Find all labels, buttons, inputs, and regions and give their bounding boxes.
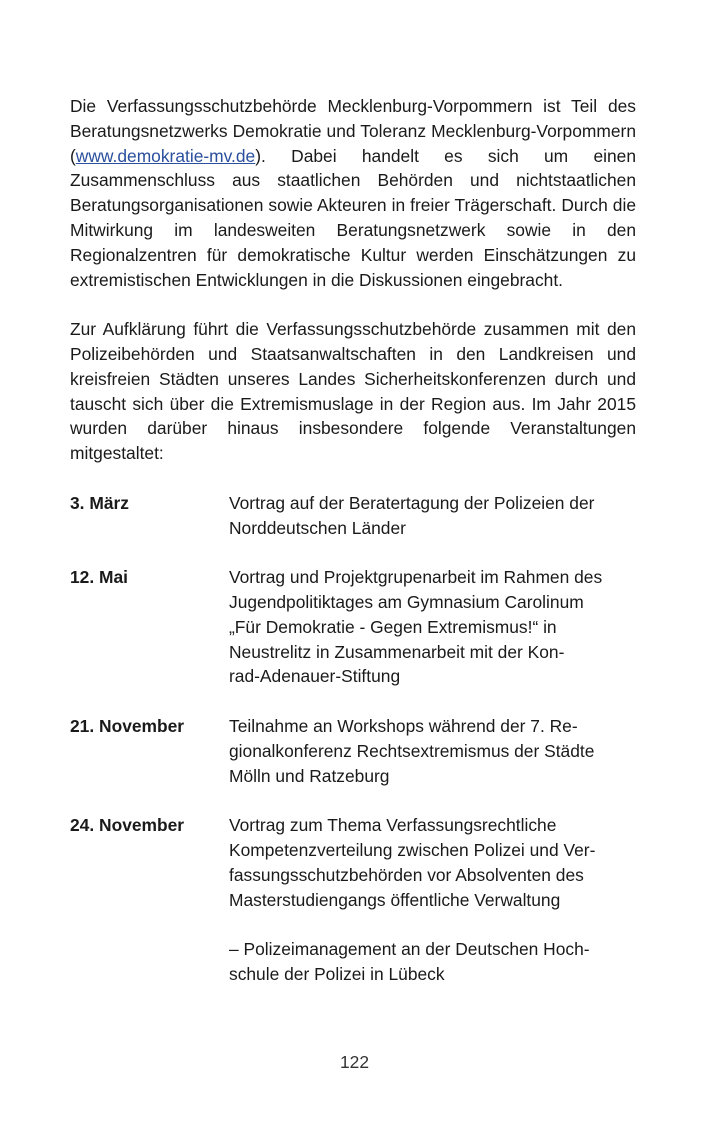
event-date: 3. März [70,492,129,513]
event-item [70,491,636,541]
event-description: Teilnahme an Workshops während der 7. Re- gionalkonferenz Rechtsextremismus der Städte Mölln und Ratzeburg [229,715,595,786]
event-description: Vortrag und Projektgrupenarbeit im Rahmen des Jugendpolitiktages am Gymnasium Carolinum „Für Demokratie - Gegen Extremismus!“ in Neustrelitz in Zusammenarbeit mit der Kon- rad-Adenauer-Stiftung [229,567,603,687]
event-description: Vortrag auf der Beratertagung der Polizeien der Norddeutschen Länder [229,492,595,538]
page-content [70,94,636,1011]
event-item [70,565,636,689]
event-description: Vortrag zum Thema Verfassungsrechtliche Kompetenzverteilung zwischen Polizei und Ver- fassungsschutzbehörden vor Absolventen des Masterstudiengangs öffentliche Verwaltung [229,815,596,910]
intro-paragraph [70,94,636,292]
intro-text-start: Die Verfassungsschutzbehörde Mecklenburg-Vorpommern ist Teil des Beratungsnetzwerks Demokratie und Toleranz Mecklenburg-Vorpommern ( [70,96,636,166]
event-date: 24. November [70,815,185,836]
event-item [70,714,636,788]
demokratie-mv-link[interactable]: www.demokratie-mv.de [75,145,256,166]
event-description-continued: – Polizeimanagement an der Deutschen Hoch- schule der Polizei in Lübeck [229,939,590,984]
events-list [70,491,636,987]
event-date: 21. November [70,715,185,736]
event-item [70,813,636,987]
page-number: 122 [339,1052,369,1072]
event-date: 12. Mai [70,567,128,588]
security-conferences-paragraph: Zur Aufklärung führt die Verfassungsschutzbehörde zusammen mit den Polizeibehörden und Staatsanwaltschaften in den Landkreisen und kreisfreien Städten unseres Landes Sicherheitskonferenzen durch und tauscht sich über die Extremismuslage in der Region aus. Im Jahr 2015 wurden darüber hinaus insbesondere folgende Veranstaltungen mitgestaltet: [70,319,636,464]
intro-text-end: ). Dabei handelt es sich um einen Zusammenschluss aus staatlichen Behörden und nichtstaatlichen Beratungsorganisationen sowie Akteuren in freier Trägerschaft. Durch die Mitwirkung im landesweiten Beratungsnetzwerk sowie in den Regionalzentren für demokratische Kultur werden Einschätzungen zu extremistischen Entwicklungen in die Diskussionen eingebracht. [70,145,636,290]
event-description-group [229,813,636,987]
